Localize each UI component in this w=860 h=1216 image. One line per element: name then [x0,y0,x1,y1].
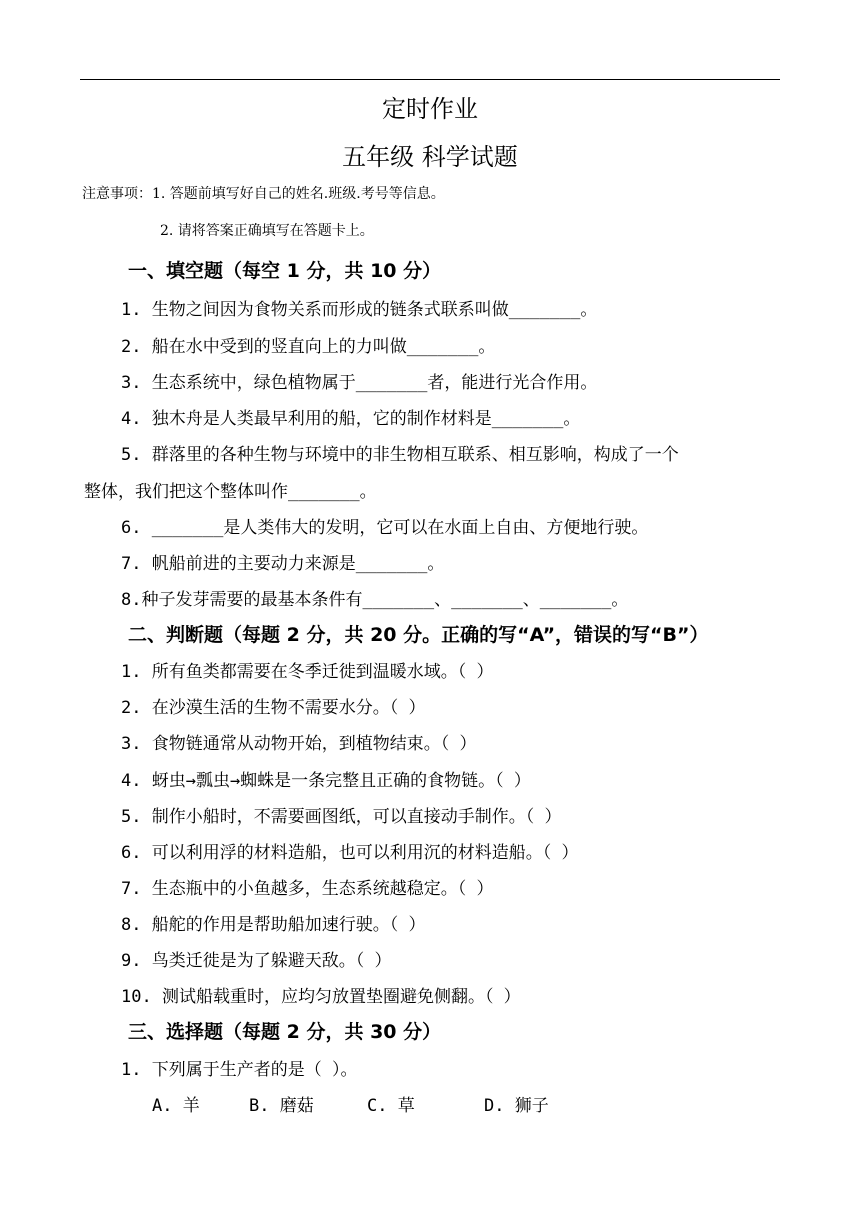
judge-question-5: 5. 制作小船时，不需要画图纸，可以直接动手制作。（ ） [121,807,562,827]
judge-question-10: 10. 测试船载重时，应均匀放置垫圈避免侧翻。（ ） [121,987,521,1007]
judge-question-2: 2. 在沙漠生活的生物不需要水分。（ ） [121,698,426,718]
fill-question-8: 8.种子发芽需要的最基本条件有_______、_______、_______。 [121,590,629,610]
fill-question-7: 7. 帆船前进的主要动力来源是_______。 [121,554,445,574]
judge-question-4: 4. 蚜虫→瓢虫→蜘蛛是一条完整且正确的食物链。（ ） [121,771,531,791]
fill-question-3: 3. 生态系统中，绿色植物属于_______者，能进行光合作用。 [121,373,598,393]
judge-question-7: 7. 生态瓶中的小鱼越多，生态系统越稳定。（ ） [121,879,494,899]
notice-line-2: 2. 请将答案正确填写在答题卡上。 [160,223,374,239]
choice-option-c: C. 草 [367,1096,415,1116]
judge-question-1: 1. 所有鱼类都需要在冬季迁徙到温暖水域。（ ） [121,662,494,682]
section-3-heading: 三、选择题（每题 2 分，共 30 分） [128,1021,442,1043]
judge-question-6: 6. 可以利用浮的材料造船，也可以利用沉的材料造船。（ ） [121,843,579,863]
fill-question-4: 4. 独木舟是人类最早利用的船，它的制作材料是_______。 [121,409,581,429]
page-subtitle: 五年级 科学试题 [342,143,518,171]
fill-question-5-line-2: 整体，我们把这个整体叫作_______。 [84,482,377,502]
section-1-heading: 一、填空题（每空 1 分，共 10 分） [128,260,442,282]
choice-option-a: A. 羊 [152,1096,200,1116]
fill-question-5-line-1: 5. 群落里的各种生物与环境中的非生物相互联系、相互影响，构成了一个 [121,445,679,465]
judge-question-8: 8. 船舵的作用是帮助船加速行驶。（ ） [121,915,426,935]
section-2-heading: 二、判断题（每题 2 分，共 20 分。正确的写“A”，错误的写“B”） [128,624,709,646]
choice-question-1: 1. 下列属于生产者的是（ ）。 [121,1060,358,1080]
judge-question-3: 3. 食物链通常从动物开始，到植物结束。（ ） [121,734,477,754]
page-title: 定时作业 [382,95,478,123]
fill-question-6: 6. _______是人类伟大的发明，它可以在水面上自由、方便地行驶。 [121,518,649,538]
choice-option-b: B. 磨菇 [249,1096,314,1116]
header-rule [80,79,780,80]
choice-option-d: D. 狮子 [484,1096,549,1116]
judge-question-9: 9. 鸟类迁徙是为了躲避天敌。（ ） [121,951,392,971]
fill-question-1: 1. 生物之间因为食物关系而形成的链条式联系叫做_______。 [121,300,598,320]
fill-question-2: 2. 船在水中受到的竖直向上的力叫做_______。 [121,337,496,357]
notice-line-1: 注意事项：1. 答题前填写好自己的姓名.班级.考号等信息。 [82,186,445,202]
